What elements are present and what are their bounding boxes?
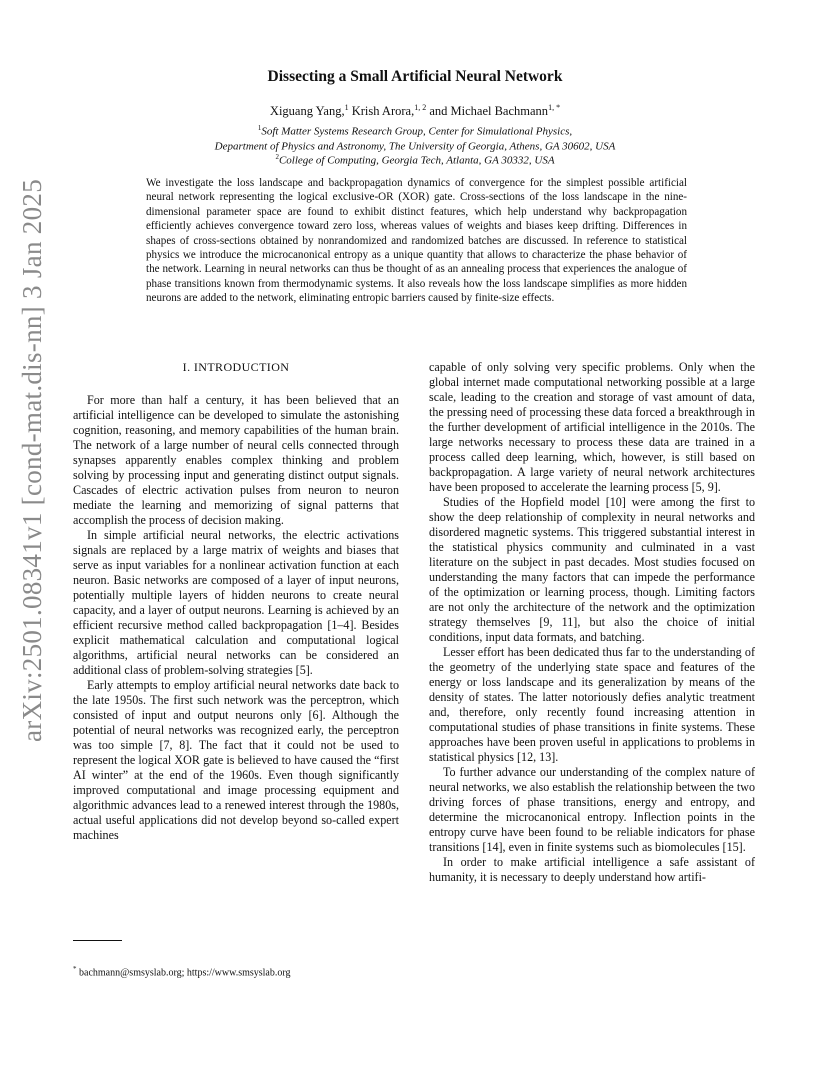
affiliation-text: College of Computing, Georgia Tech, Atlanta, GA 30332, USA (278, 154, 555, 167)
footnote-divider (73, 940, 122, 941)
author-list (120, 103, 710, 119)
affiliation-line (120, 124, 710, 138)
author-affiliation-mark: 1, 2 (414, 103, 427, 112)
author-name: Krish Arora, (351, 104, 415, 119)
footnote (73, 965, 403, 978)
body-paragraph: In order to make artificial intelligence a safe assistant of humanity, it is necessary to deeply understand how artifi- (429, 855, 755, 884)
affiliation-line (120, 139, 710, 153)
body-paragraph: In simple artificial neural networks, the electric activations signals are replaced by a large matrix of weights and biases that serve as input variables for a nonlinear activation function at each neuron. Basic networks are composed of a layer of input neurons, potentially multiple layers of hidden neurons to create neural capacity, and a layer of output neurons. Learning is achieved by an efficient recursive method called backpropagation [1–4]. Besides explicit mathematical calculation and computational logical algorithms, artificial neural networks can be considered an additional class of problem-solving strategies [5]. (73, 528, 399, 677)
author-affiliation-mark: 1 (344, 103, 349, 112)
affiliation-text: Soft Matter Systems Research Group, Center for Simulational Physics, (261, 125, 573, 138)
author-affiliation-mark: 1, * (548, 103, 561, 112)
arxiv-identifier (12, 180, 52, 740)
paper-title: Dissecting a Small Artificial Neural Network (267, 68, 563, 85)
body-paragraph: capable of only solving very specific problems. Only when the global internet made computational networking possible at a large scale, leading to the creation and storage of vast amount of data, the pressing need of processing these data forced a breakthrough in the further development of artificial intelligence in the 2010s. The large networks necessary to process these data are trained in a process called deep learning, which, however, is still based on backpropagation. A large variety of neural network architectures have been proposed to accelerate the learning process [5, 9]. (429, 360, 755, 494)
affiliation-line (120, 153, 710, 167)
body-paragraph: For more than half a century, it has been believed that an artificial intelligence can be developed to simulate the astonishing cognition, reasoning, and memory capabilities of the human brain. The network of a large number of neural cells connected through synapses apparently enables complex thinking and problem solving by processing input and generating distinct output signals. Cascades of electric activation pulses from neuron to neuron mediate the learning and memorizing of signal patterns that accomplish the process of decision making. (73, 393, 399, 527)
arxiv-identifier-text: arXiv:2501.08341v1 [cond-mat.dis-nn] 3 Jan 2025 (16, 178, 47, 742)
right-column (429, 360, 755, 885)
section-heading: I. INTRODUCTION (182, 360, 290, 374)
footnote-marker: * (73, 965, 77, 973)
author-name: and Michael Bachmann (429, 104, 549, 119)
affiliation-mark: 1 (257, 124, 262, 132)
left-column (73, 360, 399, 843)
affiliation-mark: 2 (275, 153, 279, 161)
body-paragraph: Lesser effort has been dedicated thus far to the understanding of the geometry of the underlying state space and features of the energy or loss landscape and its generalization by means of the density of states. The latter notoriously defies analytic treatment and, therefore, only recently found increasing attention in computational studies of phase transitions in finite systems. These approaches have been proven useful in applications to problems in statistical physics [12, 13]. (429, 645, 755, 764)
affiliation-text: Department of Physics and Astronomy, The University of Georgia, Athens, GA 30602, USA (214, 140, 616, 153)
body-paragraph: Early attempts to employ artificial neural networks date back to the late 1950s. The first such network was the perceptron, which consisted of input and output neurons only [6]. Although the potential of neural networks was recognized early, the perceptron was too simple [7, 8]. The fact that it could not be used to represent the logical XOR gate is believed to have caused the “first AI winter” at the end of the 1960s. Even though significantly improved computational and image processing equipment and algorithmic advances lead to a renewed interest through the 1980s, actual useful applications did not develop beyond so-called expert machines (73, 678, 399, 842)
footnote-contact: bachmann@smsyslab.org; https://www.smsyslab.org (79, 967, 291, 979)
abstract: We investigate the loss landscape and backpropagation dynamics of convergence for the simplest possible artificial neural network representing the logical exclusive-OR (XOR) gate. Cross-sections of the loss landscape in the nine-dimensional parameter space are found to exhibit distinct features, which help understand why backpropagation efficiently achieves convergence toward zero loss, whereas values of weights and biases keep drifting. Differences in shapes of cross-sections obtained by nonrandomized and randomized batches are discussed. In reference to statistical physics we introduce the microcanonical entropy as a unique quantity that allows to characterize the phase behavior of the network. Learning in neural networks can thus be thought of as an annealing process that experiences the analogue of phase transitions known from thermodynamic systems. It also reveals how the loss landscape simplifies as more hidden neurons are added to the network, eliminating entropic barriers caused by finite-size effects. (146, 177, 687, 305)
body-paragraph: Studies of the Hopfield model [10] were among the first to show the deep relationship of complexity in neural networks and disordered magnetic systems. This triggered substantial interest in the statistical physics community and culminated in a vast literature on the subject in past decades. Most studies focused on understanding the many factors that can impede the performance of the optimization or learning process, though. Limiting factors are not only the architecture of the network and the optimization strategy themselves [9, 11], but also the choice of initial conditions, input data formats, and batching. (429, 495, 755, 644)
author-name: Xiguang Yang, (269, 104, 345, 119)
body-paragraph: To further advance our understanding of the complex nature of neural networks, we also establish the relationship between the two driving forces of phase transitions, energy and entropy, and determine the microcanonical entropy. Inflection points in the entropy curve have been found to be reliable indicators for phase transitions [14], even in finite systems such as biomolecules [15]. (429, 765, 755, 854)
